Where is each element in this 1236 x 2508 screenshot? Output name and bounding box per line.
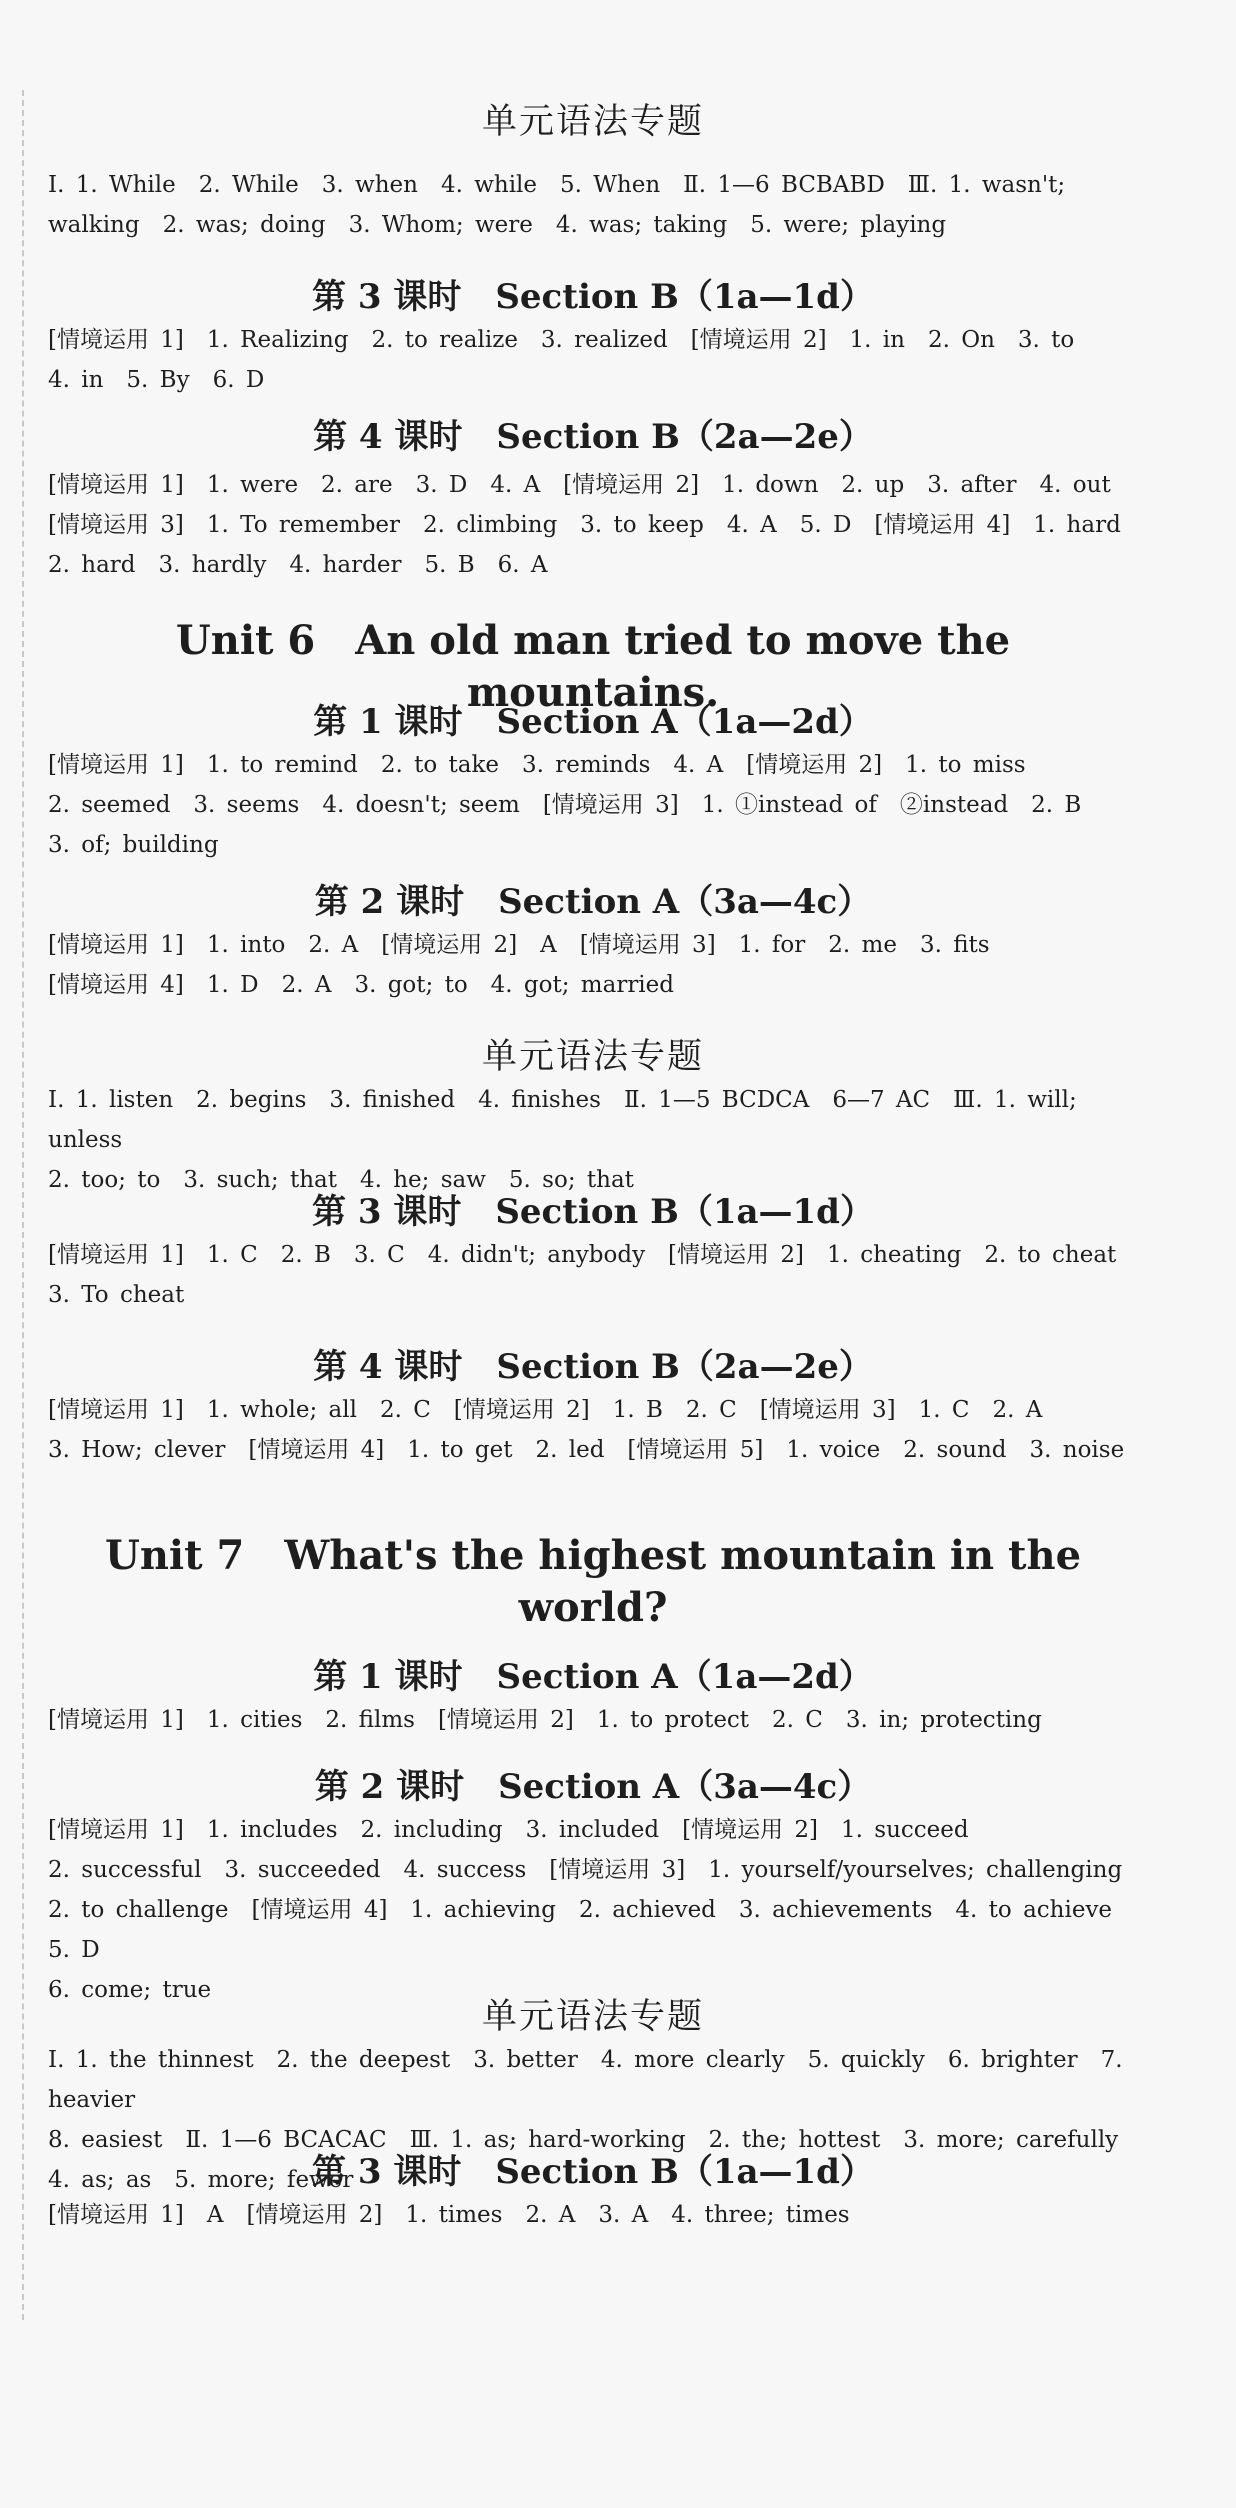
lesson-heading: 第 4 课时 Section B（2a—2e）	[313, 417, 873, 457]
answer-line: [情境运用 1] 1. into 2. A [情境运用 2] A [情境运用 3] 1. for 2. me 3. fits	[48, 932, 990, 958]
left-dashed-margin	[22, 90, 24, 2320]
answer-line: 2. too; to 3. such; that 4. he; saw 5. so; that	[48, 1167, 634, 1193]
section-header-block	[48, 700, 1138, 744]
answer-paragraph	[48, 1080, 1138, 1200]
answer-paragraph	[48, 465, 1138, 585]
answer-paragraph	[48, 2195, 1138, 2235]
answer-paragraph	[48, 925, 1138, 1005]
lesson-heading: 第 2 课时 Section A（3a—4c）	[314, 882, 872, 922]
answer-line: 3. of; building	[48, 832, 219, 858]
unit-title: Unit 7 What's the highest mountain in the world?	[104, 1532, 1082, 1631]
answer-paragraph	[48, 1810, 1138, 2010]
section-header-block	[48, 880, 1138, 924]
answer-line: 2. hard 3. hardly 4. harder 5. B 6. A	[48, 552, 548, 578]
answer-line: 3. How; clever [情境运用 4] 1. to get 2. led [情境运用 5] 1. voice 2. sound 3. noise	[48, 1437, 1125, 1463]
answer-line: [情境运用 1] 1. were 2. are 3. D 4. A [情境运用 2] 1. down 2. up 3. after 4. out	[48, 472, 1111, 498]
answer-line: [情境运用 1] A [情境运用 2] 1. times 2. A 3. A 4. three; times	[48, 2202, 850, 2228]
grammar-section-heading: 单元语法专题	[481, 1037, 704, 1077]
answer-line: Ⅰ. 1. While 2. While 3. when 4. while 5. When Ⅱ. 1—6 BCBABD Ⅲ. 1. wasn't;	[48, 172, 1066, 198]
answer-line: 8. easiest Ⅱ. 1—6 BCACAC Ⅲ. 1. as; hard-working 2. the; hottest 3. more; carefully	[48, 2127, 1119, 2153]
unit-title: Unit 6 An old man tried to move the mountains.	[175, 617, 1011, 716]
answer-line: [情境运用 1] 1. Realizing 2. to realize 3. realized [情境运用 2] 1. in 2. On 3. to	[48, 327, 1075, 353]
section-header-block	[48, 1765, 1138, 1809]
answer-paragraph	[48, 745, 1138, 865]
answer-line: [情境运用 3] 1. To remember 2. climbing 3. to keep 4. A 5. D [情境运用 4] 1. hard	[48, 512, 1121, 538]
section-header-block	[48, 1190, 1138, 1234]
section-header-block	[48, 1345, 1138, 1389]
section-header-block	[48, 100, 1138, 144]
section-header-block	[48, 2150, 1138, 2194]
lesson-heading: 第 3 课时 Section B（1a—1d）	[312, 1192, 874, 1232]
lesson-heading: 第 2 课时 Section A（3a—4c）	[314, 1767, 872, 1807]
answer-line: [情境运用 4] 1. D 2. A 3. got; to 4. got; married	[48, 972, 674, 998]
answer-line: [情境运用 1] 1. to remind 2. to take 3. reminds 4. A [情境运用 2] 1. to miss	[48, 752, 1026, 778]
lesson-heading: 第 1 课时 Section A（1a—2d）	[313, 702, 873, 742]
answer-paragraph	[48, 1390, 1138, 1470]
answer-line: 2. seemed 3. seems 4. doesn't; seem [情境运用 3] 1. ①instead of ②instead 2. B	[48, 792, 1082, 818]
grammar-section-heading: 单元语法专题	[481, 102, 704, 142]
section-header-block	[48, 1995, 1138, 2039]
answer-line: walking 2. was; doing 3. Whom; were 4. was; taking 5. were; playing	[48, 212, 947, 238]
answer-line: 2. to challenge [情境运用 4] 1. achieving 2. achieved 3. achievements 4. to achieve 5. D	[48, 1897, 1136, 1963]
answer-line: 4. as; as 5. more; fewer	[48, 2167, 354, 2193]
answer-line: 3. To cheat	[48, 1282, 185, 1308]
lesson-heading: 第 3 课时 Section B（1a—1d）	[312, 2152, 874, 2192]
lesson-heading: 第 1 课时 Section A（1a—2d）	[313, 1657, 873, 1697]
unit-header-block	[48, 1530, 1138, 1634]
section-header-block	[48, 1035, 1138, 1079]
answer-line: [情境运用 1] 1. cities 2. films [情境运用 2] 1. to protect 2. C 3. in; protecting	[48, 1707, 1042, 1733]
answer-line: 6. come; true	[48, 1977, 212, 2003]
section-header-block	[48, 1655, 1138, 1699]
section-header-block	[48, 275, 1138, 319]
lesson-heading: 第 4 课时 Section B（2a—2e）	[313, 1347, 873, 1387]
answer-line: [情境运用 1] 1. includes 2. including 3. included [情境运用 2] 1. succeed	[48, 1817, 969, 1843]
section-header-block	[48, 415, 1138, 459]
answer-line: Ⅰ. 1. the thinnest 2. the deepest 3. better 4. more clearly 5. quickly 6. brighter 7. heavier	[48, 2047, 1123, 2113]
answer-paragraph	[48, 165, 1138, 245]
answer-line: Ⅰ. 1. listen 2. begins 3. finished 4. finishes Ⅱ. 1—5 BCDCA 6—7 AC Ⅲ. 1. will; unless	[48, 1087, 1077, 1153]
lesson-heading: 第 3 课时 Section B（1a—1d）	[312, 277, 874, 317]
answer-paragraph	[48, 1700, 1138, 1740]
answer-line: [情境运用 1] 1. C 2. B 3. C 4. didn't; anybody [情境运用 2] 1. cheating 2. to cheat	[48, 1242, 1117, 1268]
answer-paragraph	[48, 1235, 1138, 1315]
answer-paragraph	[48, 320, 1138, 400]
answer-line: 4. in 5. By 6. D	[48, 367, 265, 393]
answer-line: [情境运用 1] 1. whole; all 2. C [情境运用 2] 1. B 2. C [情境运用 3] 1. C 2. A	[48, 1397, 1043, 1423]
answer-line: 2. successful 3. succeeded 4. success [情境运用 3] 1. yourself/yourselves; challenging	[48, 1857, 1123, 1883]
grammar-section-heading: 单元语法专题	[481, 1997, 704, 2037]
